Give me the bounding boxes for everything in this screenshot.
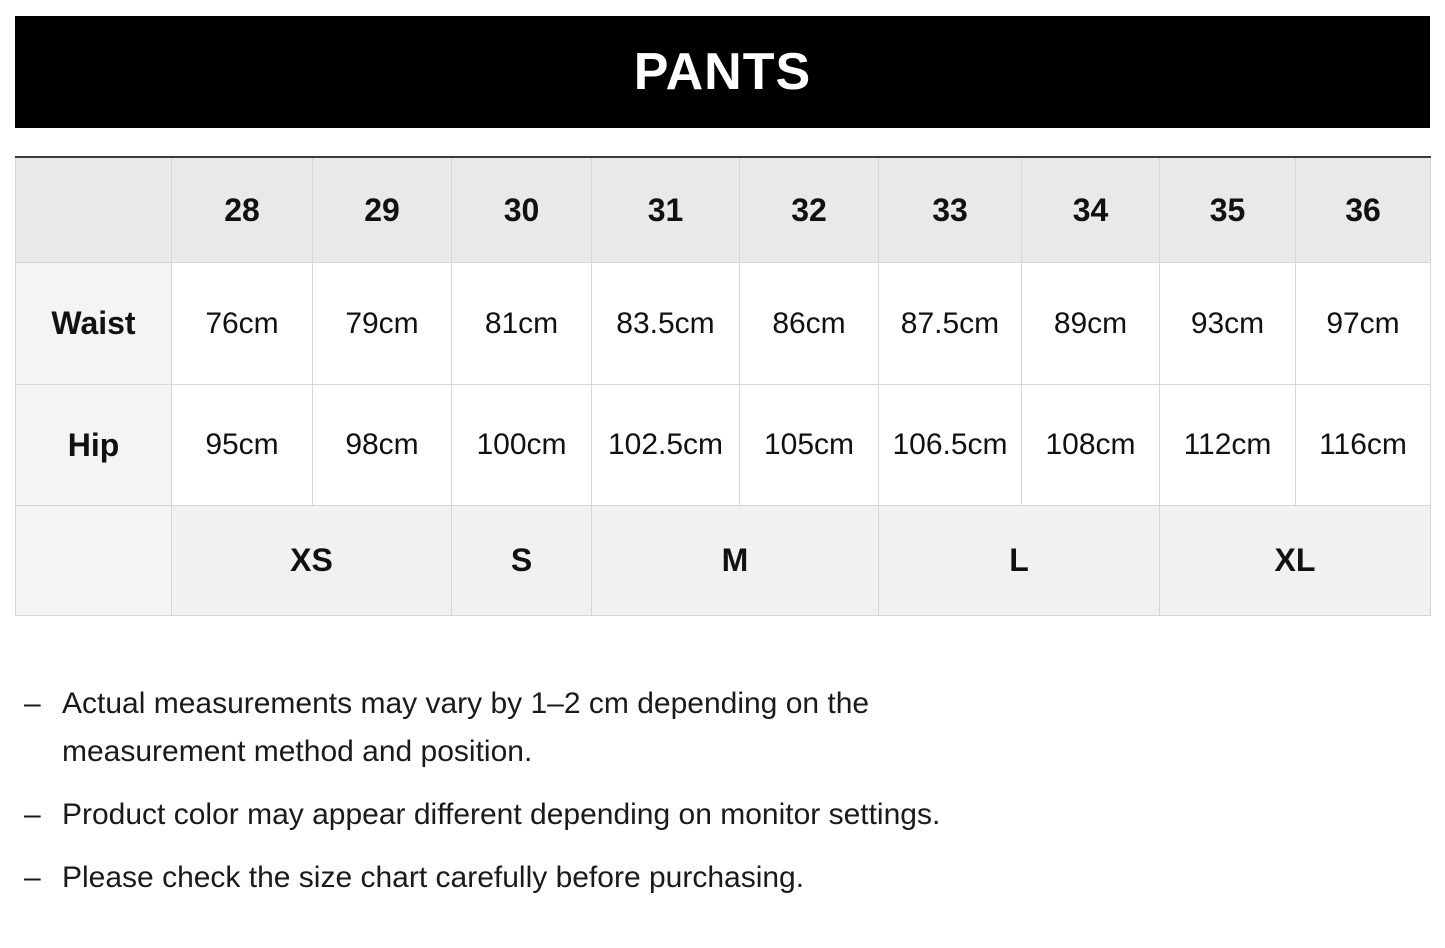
waist-value: 97cm bbox=[1296, 263, 1431, 385]
size-number-cell: 34 bbox=[1022, 157, 1160, 263]
page-title: PANTS bbox=[633, 43, 812, 101]
hip-value: 105cm bbox=[740, 385, 879, 506]
hip-value: 102.5cm bbox=[592, 385, 740, 506]
note-text: Product color may appear different depending on monitor settings. bbox=[62, 798, 941, 831]
size-chart-table bbox=[15, 156, 1431, 616]
size-label-row bbox=[16, 506, 1431, 616]
waist-label: Waist bbox=[16, 263, 172, 385]
note-dash: – bbox=[24, 798, 41, 831]
note-item bbox=[24, 854, 1224, 902]
size-label-xl: XL bbox=[1160, 506, 1431, 616]
hip-value: 116cm bbox=[1296, 385, 1431, 506]
title-banner bbox=[15, 16, 1430, 128]
size-label-l: L bbox=[879, 506, 1160, 616]
size-number-cell: 35 bbox=[1160, 157, 1296, 263]
size-label-m: M bbox=[592, 506, 879, 616]
size-number-cell: 30 bbox=[452, 157, 592, 263]
note-text: Actual measurements may vary by 1–2 cm depending on the measurement method and position. bbox=[62, 687, 870, 768]
hip-value: 106.5cm bbox=[879, 385, 1022, 506]
waist-value: 76cm bbox=[172, 263, 313, 385]
size-number-cell: 32 bbox=[740, 157, 879, 263]
hip-label: Hip bbox=[16, 385, 172, 506]
waist-value: 81cm bbox=[452, 263, 592, 385]
hip-value: 108cm bbox=[1022, 385, 1160, 506]
corner-cell bbox=[16, 157, 172, 263]
hip-value: 95cm bbox=[172, 385, 313, 506]
waist-value: 86cm bbox=[740, 263, 879, 385]
note-dash: – bbox=[24, 687, 41, 720]
hip-row bbox=[16, 385, 1431, 506]
waist-value: 89cm bbox=[1022, 263, 1160, 385]
notes-list bbox=[24, 680, 1224, 917]
hip-value: 100cm bbox=[452, 385, 592, 506]
waist-value: 93cm bbox=[1160, 263, 1296, 385]
size-label-xs: XS bbox=[172, 506, 452, 616]
waist-value: 79cm bbox=[313, 263, 452, 385]
waist-value: 83.5cm bbox=[592, 263, 740, 385]
size-number-cell: 36 bbox=[1296, 157, 1431, 263]
size-number-cell: 33 bbox=[879, 157, 1022, 263]
hip-value: 98cm bbox=[313, 385, 452, 506]
waist-row bbox=[16, 263, 1431, 385]
waist-value: 87.5cm bbox=[879, 263, 1022, 385]
size-label-s: S bbox=[452, 506, 592, 616]
size-number-cell: 31 bbox=[592, 157, 740, 263]
size-label-corner bbox=[16, 506, 172, 616]
note-dash: – bbox=[24, 861, 41, 894]
note-item bbox=[24, 791, 1224, 839]
size-number-cell: 29 bbox=[313, 157, 452, 263]
note-text: Please check the size chart carefully before purchasing. bbox=[62, 861, 805, 894]
size-number-row bbox=[16, 157, 1431, 263]
hip-value: 112cm bbox=[1160, 385, 1296, 506]
note-item bbox=[24, 680, 1224, 776]
size-number-cell: 28 bbox=[172, 157, 313, 263]
